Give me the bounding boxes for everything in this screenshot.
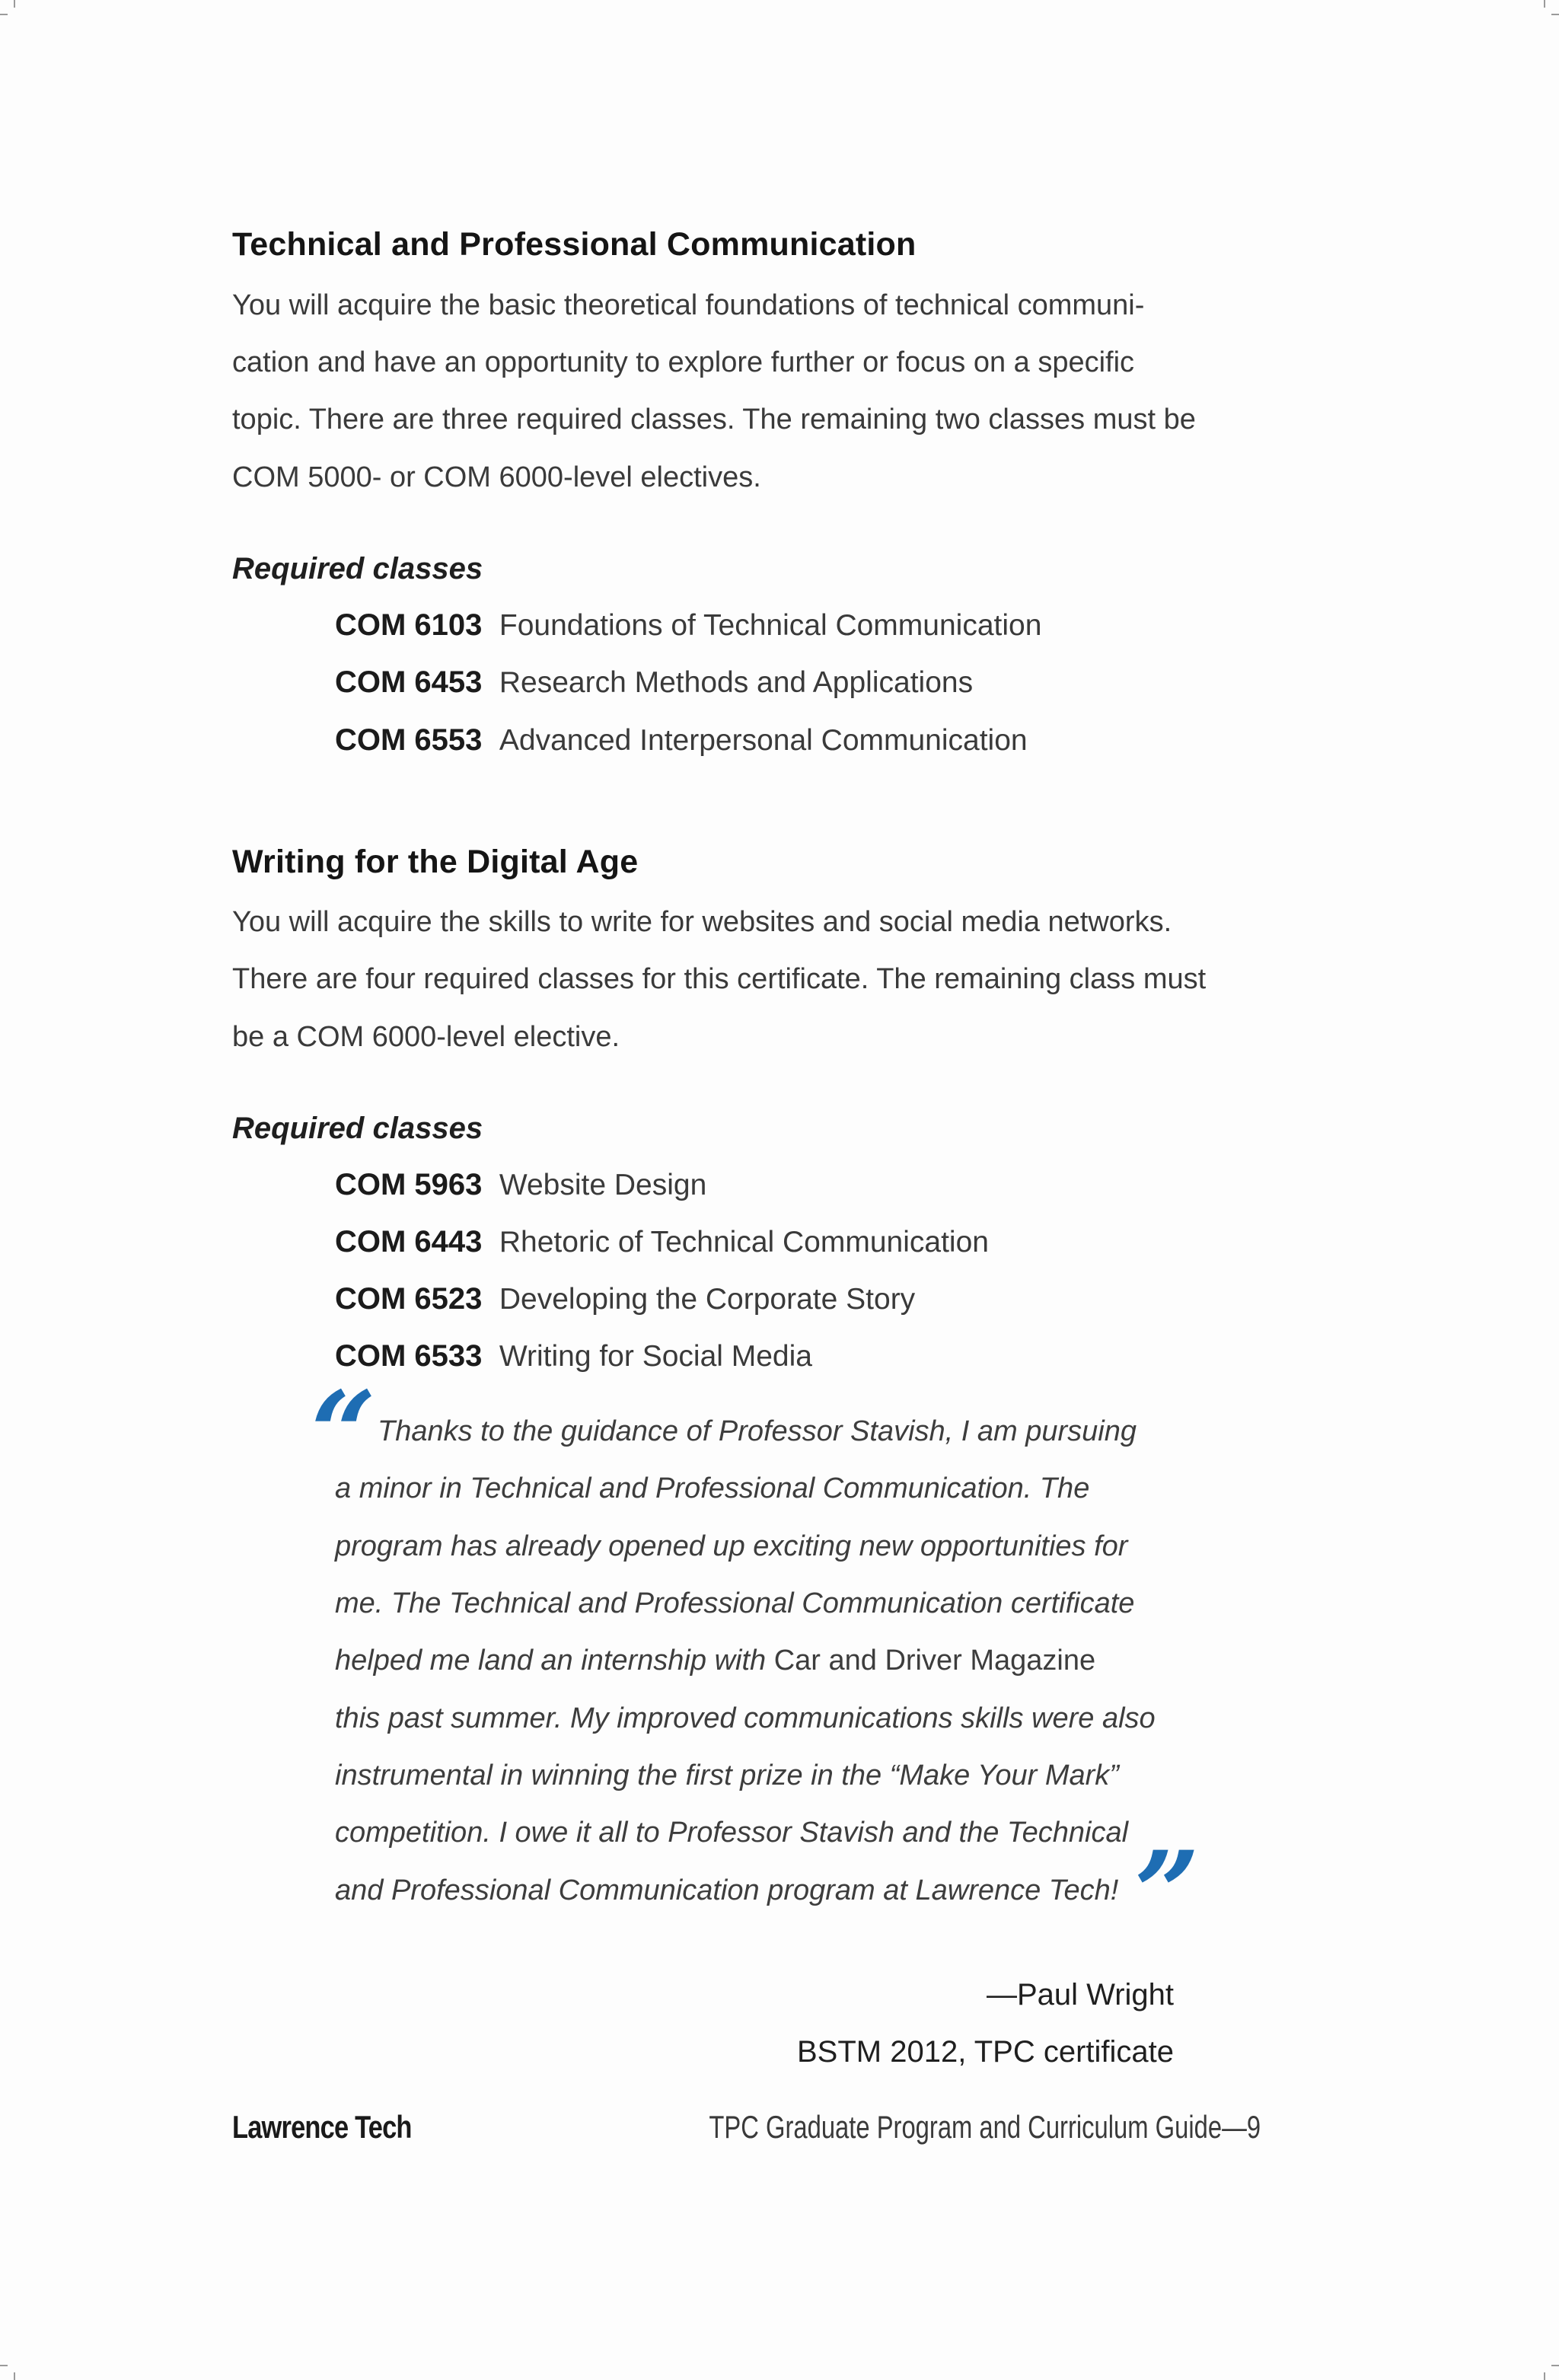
section-paragraph-line: be a COM 6000-level elective. bbox=[232, 1021, 620, 1053]
class-row bbox=[335, 723, 1028, 758]
testimonial-line: program has already opened up exciting new opportunities for bbox=[335, 1530, 1128, 1562]
crop-mark-top-right-v bbox=[1544, 0, 1545, 8]
crop-mark-bottom-right-v bbox=[1544, 2372, 1545, 2380]
testimonial-line: this past summer. My improved communications skills were also bbox=[335, 1702, 1156, 1734]
class-row bbox=[335, 665, 973, 700]
crop-mark-top-left-v bbox=[14, 0, 15, 8]
section-paragraph-line: There are four required classes for this certificate. The remaining class must bbox=[232, 963, 1207, 995]
testimonial-line: a minor in Technical and Professional Communication. The bbox=[335, 1472, 1090, 1504]
crop-mark-bottom-right bbox=[1551, 2365, 1559, 2366]
section-paragraph-line: cation and have an opportunity to explore further or focus on a specific bbox=[232, 346, 1135, 378]
testimonial-text: helped me land an internship with bbox=[335, 1645, 774, 1677]
section-paragraph-line: COM 5000- or COM 6000-level electives. bbox=[232, 461, 761, 493]
class-row bbox=[335, 1282, 915, 1316]
class-title: Developing the Corporate Story bbox=[499, 1283, 916, 1316]
testimonial-line: Thanks to the guidance of Professor Stavish, I am pursuing bbox=[378, 1415, 1137, 1447]
class-title: Rhetoric of Technical Communication bbox=[499, 1226, 989, 1259]
crop-mark-top-left bbox=[0, 14, 8, 15]
section-heading-digital-age: Writing for the Digital Age bbox=[232, 844, 639, 880]
class-code: COM 5963 bbox=[335, 1168, 483, 1201]
crop-mark-bottom-left-v bbox=[14, 2372, 15, 2380]
class-code: COM 6443 bbox=[335, 1225, 483, 1259]
class-row bbox=[335, 1168, 706, 1202]
class-title: Website Design bbox=[499, 1169, 707, 1201]
close-quote-mark-icon: ” bbox=[1134, 1826, 1200, 1960]
footer-guide-page-number: TPC Graduate Program and Curriculum Guide—9 bbox=[709, 2109, 1261, 2145]
footer-brand: Lawrence Tech bbox=[232, 2109, 412, 2145]
class-code: COM 6533 bbox=[335, 1339, 483, 1373]
testimonial-author: —Paul Wright bbox=[986, 1978, 1174, 2012]
open-quote-mark-icon: “ bbox=[311, 1367, 377, 1501]
required-classes-label: Required classes bbox=[232, 1112, 483, 1145]
class-code: COM 6553 bbox=[335, 723, 483, 757]
class-code: COM 6103 bbox=[335, 608, 483, 642]
section-paragraph-line: You will acquire the basic theoretical foundations of technical communi- bbox=[232, 289, 1145, 321]
class-code: COM 6453 bbox=[335, 665, 483, 699]
testimonial-line: instrumental in winning the first prize in the “Make Your Mark” bbox=[335, 1759, 1119, 1791]
testimonial-line: and Professional Communication program at Lawrence Tech! bbox=[335, 1874, 1119, 1906]
class-row bbox=[335, 1225, 989, 1259]
class-title: Foundations of Technical Communication bbox=[499, 609, 1042, 642]
magazine-title: Car and Driver Magazine bbox=[773, 1645, 1096, 1677]
crop-mark-top-right bbox=[1551, 14, 1559, 15]
section-paragraph-line: You will acquire the skills to write for websites and social media networks. bbox=[232, 906, 1172, 938]
section-paragraph-line: topic. There are three required classes. The remaining two classes must be bbox=[232, 404, 1196, 435]
crop-mark-bottom-left bbox=[0, 2365, 8, 2366]
class-title: Advanced Interpersonal Communication bbox=[499, 724, 1028, 757]
testimonial-credential: BSTM 2012, TPC certificate bbox=[797, 2035, 1174, 2069]
section-heading-tpc: Technical and Professional Communication bbox=[232, 226, 917, 263]
testimonial-line bbox=[335, 1645, 1095, 1677]
class-title: Research Methods and Applications bbox=[499, 666, 974, 699]
required-classes-label: Required classes bbox=[232, 552, 483, 585]
class-code: COM 6523 bbox=[335, 1282, 483, 1316]
class-row bbox=[335, 608, 1041, 643]
testimonial-line: competition. I owe it all to Professor Stavish and the Technical bbox=[335, 1817, 1129, 1849]
testimonial-line: me. The Technical and Professional Communication certificate bbox=[335, 1587, 1135, 1619]
class-row bbox=[335, 1339, 812, 1373]
class-title: Writing for Social Media bbox=[499, 1340, 812, 1373]
